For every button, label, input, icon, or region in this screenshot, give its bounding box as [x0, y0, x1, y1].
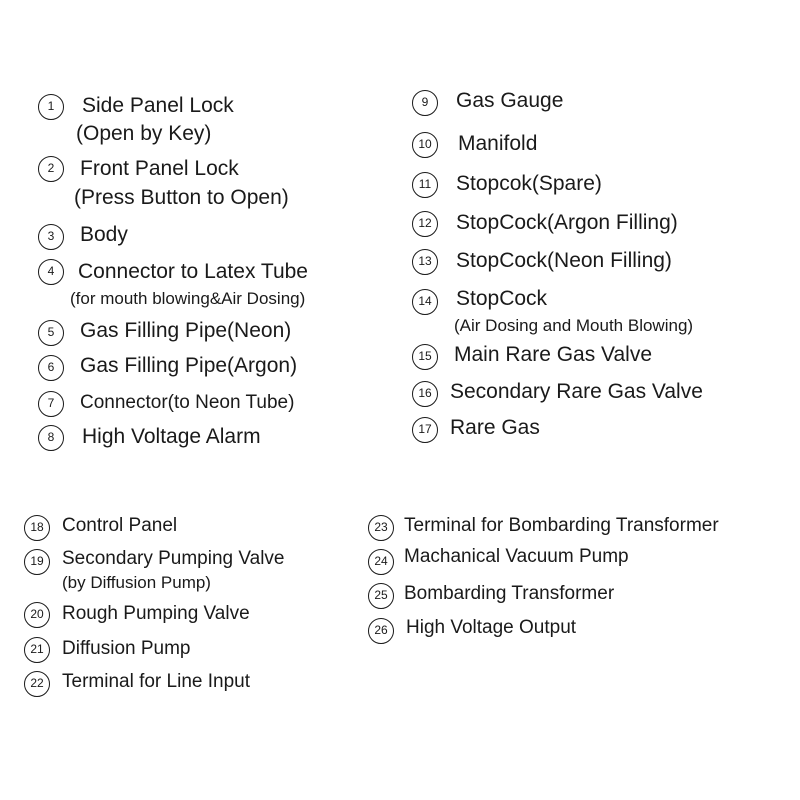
item-label: Side Panel Lock [82, 94, 234, 117]
number-badge: 10 [412, 132, 438, 158]
item-label: Connector(to Neon Tube) [80, 392, 295, 413]
item-note: (Open by Key) [76, 122, 212, 145]
number-badge: 11 [412, 172, 438, 198]
number-badge: 17 [412, 417, 438, 443]
number-badge: 6 [38, 355, 64, 381]
item-note: (Air Dosing and Mouth Blowing) [454, 316, 694, 335]
number-badge: 2 [38, 156, 64, 182]
number-badge: 22 [24, 671, 50, 697]
item-label: Connector to Latex Tube [78, 260, 308, 283]
item-label: Manifold [458, 132, 538, 155]
item-label: StopCock(Argon Filling) [456, 211, 678, 234]
item-label: Gas Filling Pipe(Argon) [80, 354, 298, 377]
item-label: Bombarding Transformer [404, 583, 615, 604]
number-badge: 25 [368, 583, 394, 609]
number-badge: 7 [38, 391, 64, 417]
number-badge: 13 [412, 249, 438, 275]
item-note: (by Diffusion Pump) [62, 573, 211, 592]
item-label: Gas Gauge [456, 89, 564, 112]
item-label: Rough Pumping Valve [62, 603, 250, 624]
number-badge: 14 [412, 289, 438, 315]
number-badge: 18 [24, 515, 50, 541]
item-label: Body [80, 223, 128, 246]
item-label: Rare Gas [450, 416, 540, 439]
number-badge: 9 [412, 90, 438, 116]
number-badge: 23 [368, 515, 394, 541]
number-badge: 20 [24, 602, 50, 628]
item-label: StopCock(Neon Filling) [456, 249, 672, 272]
item-label: Secondary Rare Gas Valve [450, 380, 703, 403]
number-badge: 4 [38, 259, 64, 285]
number-badge: 19 [24, 549, 50, 575]
number-badge: 15 [412, 344, 438, 370]
item-note: (Press Button to Open) [74, 186, 289, 209]
number-badge: 24 [368, 549, 394, 575]
item-label: Gas Filling Pipe(Neon) [80, 319, 292, 342]
item-label: Secondary Pumping Valve [62, 548, 285, 569]
number-badge: 21 [24, 637, 50, 663]
item-label: Control Panel [62, 515, 178, 536]
item-label: Main Rare Gas Valve [454, 343, 653, 366]
number-badge: 3 [38, 224, 64, 250]
item-label: Stopcok(Spare) [456, 172, 602, 195]
item-label: Diffusion Pump [62, 638, 191, 659]
item-label: StopCock [456, 287, 548, 310]
number-badge: 16 [412, 381, 438, 407]
item-label: High Voltage Output [406, 617, 577, 638]
number-badge: 8 [38, 425, 64, 451]
number-badge: 1 [38, 94, 64, 120]
item-label: Terminal for Line Input [62, 671, 250, 692]
item-label: Machanical Vacuum Pump [404, 546, 629, 567]
number-badge: 12 [412, 211, 438, 237]
item-label: Terminal for Bombarding Transformer [404, 515, 719, 536]
number-badge: 5 [38, 320, 64, 346]
item-label: Front Panel Lock [80, 157, 239, 180]
item-note: (for mouth blowing&Air Dosing) [70, 289, 306, 308]
item-label: High Voltage Alarm [82, 425, 261, 448]
number-badge: 26 [368, 618, 394, 644]
